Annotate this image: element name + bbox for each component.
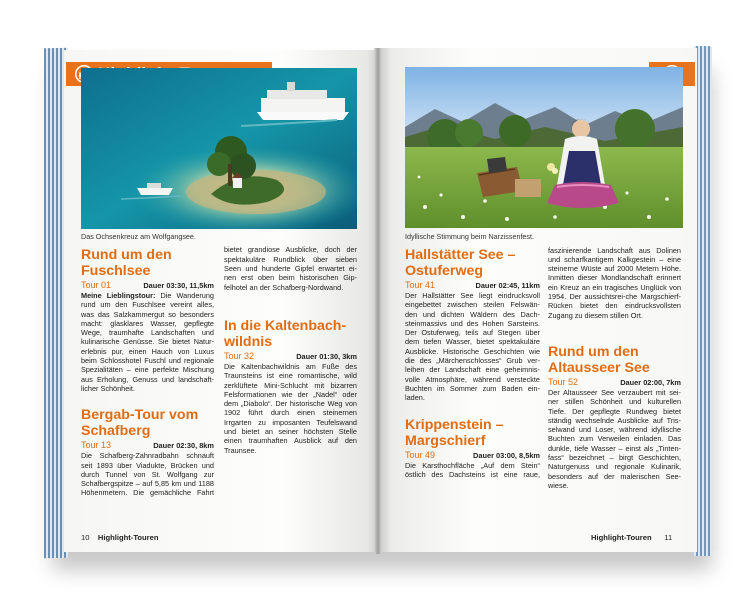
tour-block xyxy=(405,417,540,480)
tour-title: In die Kaltenbach-wildnis xyxy=(224,318,347,350)
tour-number: Tour 32 xyxy=(224,351,255,361)
right-column-1 xyxy=(405,247,540,480)
tour-duration: Dauer 02:00, 7km xyxy=(620,378,681,387)
tour-duration: Dauer 02:45, 11km xyxy=(475,281,540,290)
tour-duration: Dauer 01:30, 3km xyxy=(296,352,357,361)
tour-block xyxy=(224,318,357,455)
tour-block xyxy=(81,407,214,498)
left-column-1 xyxy=(81,247,214,498)
tour-duration: Dauer 03:00, 8,5km xyxy=(473,450,540,460)
tour-block xyxy=(81,247,214,393)
tour-description: Der Hallstätter See liegt eindrucksvoll eingebettet zwischen steilen Felswän-den und dichten Wäldern des Dach-steinmassivs und des Hohen Sarsteins. Der Ostuferweg, teils auf Stegen über dem tiefen Wasser, bietet spektakuläre Ausblicke. Historische Geschichten wie die des „Märchenschlosses“ Grub ver-leihen der Landschaft eine geheimnis-volle Atmosphäre, während versteckte Buchten im Sommer zum Baden ein-laden. xyxy=(405,291,540,403)
photo-caption-right: Idyllische Stimmung beim Narzissenfest. xyxy=(405,232,535,241)
tour-meta xyxy=(224,351,357,361)
tour-number: Tour 13 xyxy=(81,440,112,451)
tour-description: Der Altausseer See verzaubert mit sei-ner stillen Schönheit und kulturellen Tiefe. Der gepflegte Rundweg bietet ständig wechselnde Ausblicke auf Tris-selwand und Loser, während idyllische Buchten zum Verweilen einladen. Das dunkle, tiefe Wasser – einst als „Tinten-fass“ bezeichnet – birgt Geschichten, Naturgenuss und regionale Kulinarik, besonders auf der malerischen See-wiese. xyxy=(548,388,681,490)
tour-meta xyxy=(548,377,681,387)
tour-description: Die Kaltenbachwildnis am Fuße des Traunsteins ist eine romantische, wild zerklüftete Mini-Schlucht mit bizarren Felsformationen wie der „Nadel“ oder dem „Diabolo“. Der historische Weg von 1902 führt durch einen steinernen Irrgarten zu imposanten Teufelswand und bietet an seiner höchsten Stelle einen traumhaften Ausblick auf den Traunsee. xyxy=(224,362,357,455)
left-column-2 xyxy=(224,246,357,455)
tour-block xyxy=(405,247,540,403)
tour-title: Krippenstein – Margschierf xyxy=(405,416,504,449)
photo-narzissenfest xyxy=(405,67,683,228)
tour-number: Tour 49 xyxy=(405,449,436,460)
page-number: 10 xyxy=(81,533,90,542)
tour-description: Meine Lieblingstour: Die Wanderung rund um den Fuschlsee vereint alles, was das Salzkammergut so besonders macht: glasklares Wasser, gepflegte Wege, traumhafte Landschaften und kulinarische Genüsse. Sie bietet Natur-erlebnis pur, einen Hauch von Luxus beim Schlosshotel Fuschl und regionale Spezialitäten – eine perfekte Mischung aus Erholung, Genuss und landschaft-licher Schönheit. xyxy=(81,291,214,393)
tour-meta xyxy=(81,440,214,450)
right-column-2 xyxy=(548,246,681,490)
tour-meta xyxy=(405,280,540,290)
tour-duration: Dauer 03:30, 11,5km xyxy=(143,281,214,290)
tour-title: Bergab-Tour vom Schafberg xyxy=(81,407,199,440)
running-head: Highlight-Touren xyxy=(591,533,652,542)
tour-number: Tour 01 xyxy=(81,280,112,290)
running-head: Highlight-Touren xyxy=(97,533,159,542)
tour-number: Tour 52 xyxy=(548,377,579,387)
lake-photo-graphic xyxy=(81,68,357,229)
book-gutter xyxy=(374,48,382,554)
tour-block xyxy=(548,344,681,490)
photo-ochsenkreuz xyxy=(81,68,357,229)
meadow-photo-graphic xyxy=(405,67,683,228)
tour-meta xyxy=(405,450,540,460)
tour-description-continued: bietet grandiose Ausblicke, doch der spektakuläre Rundblick über sieben Seen und hunderte Gipfel erwartet ei-nen erst oben beim historischen Gip-felhotel an der Schafberg-Nordwand. xyxy=(224,246,357,292)
tour-title: Rund um den Altausseer See xyxy=(548,344,650,376)
page-number: 11 xyxy=(664,533,673,542)
tour-description: Die Karsthochfläche „Auf dem Stein“ östlich des Dachsteins ist eine raue, xyxy=(405,460,540,479)
tour-description: Die Schafberg-Zahnradbahn schnauft seit 1893 über Viadukte, Brücken und durch Tunnel von St. Wolfgang zur Schafbergspitze – auf 5,85 km und 1188 Höhenmetern. Die gemächliche Fahrt xyxy=(81,451,214,498)
tour-description-continued: faszinierende Landschaft aus Dolinen und scharfkantigem Kalkgestein – eine steinerne Wüste auf 2000 Metern Höhe. Inmitten dieser Mondlandschaft erinnert ein Kreuz an ein tragisches Unglück von 1954. Der aussichtsrei-che Margschierf-Rücken bietet den eindrucksvollsten Zugang zu diesem stillen Ort. xyxy=(548,246,681,320)
tour-duration: Dauer 02:30, 8km xyxy=(153,441,214,451)
page-footer-left xyxy=(81,533,159,542)
page-footer-right xyxy=(591,533,672,542)
tour-lead: Meine Lieblingstour: xyxy=(81,291,156,300)
tour-title: Rund um den Fuschlsee xyxy=(81,247,172,279)
tour-number: Tour 41 xyxy=(405,280,436,290)
tour-title: Hallstätter See – Ostuferweg xyxy=(405,247,516,279)
photo-caption-left: Das Ochsenkreuz am Wolfgangsee. xyxy=(81,232,196,241)
tour-meta xyxy=(81,280,214,290)
